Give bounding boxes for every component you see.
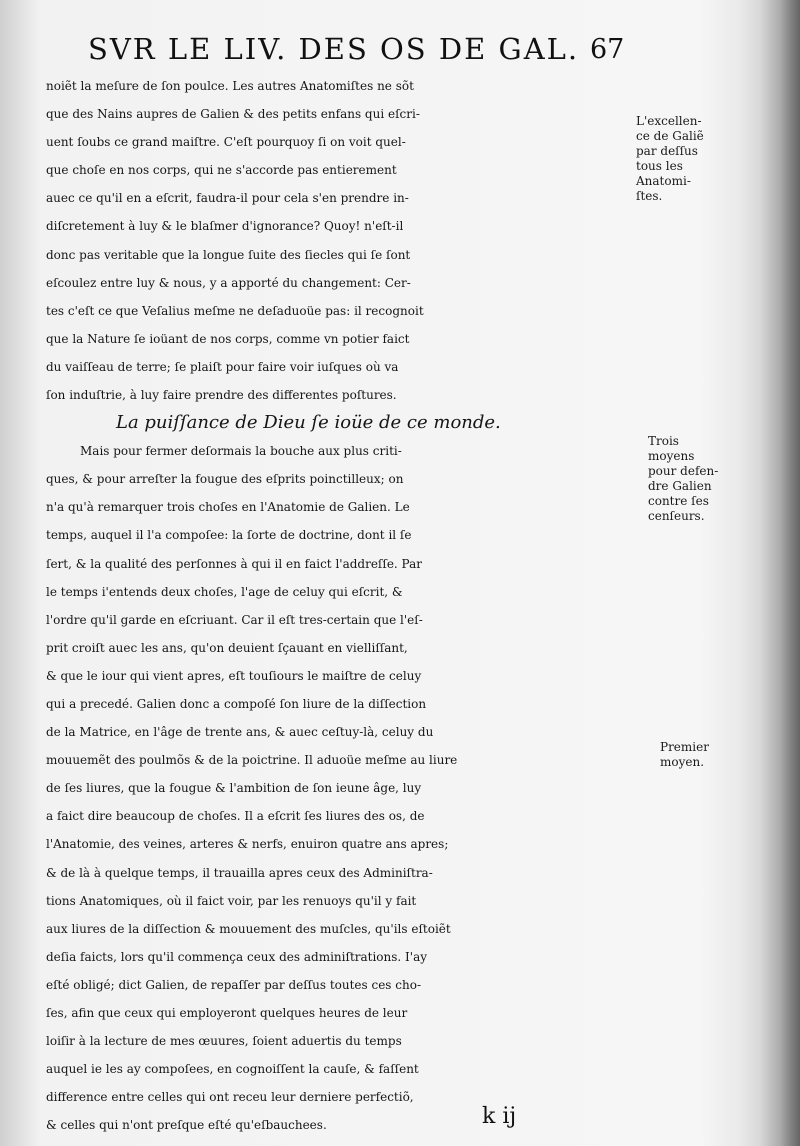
text-line: deſia faicts, lors qu'il commença ceux des adminiſtrations. I'ay (46, 949, 428, 964)
text-line: eſté obligé; dict Galien, de repaſſer par deſſus toutes ces cho- (46, 977, 422, 992)
text-line: aux liures de la diſſection & mouuement des muſcles, qu'ils eſtoiẽt (46, 921, 451, 936)
text-line: Mais pour fermer deſormais la bouche aux plus criti- (80, 444, 402, 459)
margin-note-line: pour defen- (648, 464, 719, 478)
text-line: qui a precedé. Galien donc a compoſé ſon liure de la diſſection (46, 696, 427, 711)
margin-note-first-means (660, 740, 740, 770)
margin-note-three-means (648, 434, 728, 524)
text-line: tes c'eſt ce que Veſalius meſme ne deſaduoüe pas: il recognoit (46, 303, 424, 318)
text-line: de la Matrice, en l'âge de trente ans, & auec ceſtuy-là, celuy du (46, 725, 434, 740)
text-line: auquel ie les ay compoſees, en cognoiſſent la cauſe, & faſſent (46, 1062, 419, 1077)
text-line: ſon induſtrie, à luy faire prendre des differentes poſtures. (46, 388, 397, 403)
page-number: 67 (590, 34, 625, 65)
margin-note-line: tous les (636, 159, 683, 173)
text-line: ques, & pour arreſter la fougue des eſprits poinctilleux; on (46, 472, 404, 487)
text-line: l'Anatomie, des veines, arteres & nerfs, enuiron quatre ans apres; (46, 837, 449, 852)
margin-note-line: contre ſes (648, 494, 709, 508)
text-line: & de là à quelque temps, il trauailla apres ceux des Adminiſtra- (46, 865, 433, 880)
margin-note-line: moyen. (660, 755, 705, 769)
text-line: eſcoulez entre luy & nous, y a apporté du changement: Cer- (46, 275, 411, 290)
text-line: que la Nature ſe ioüant de nos corps, comme vn potier faict (46, 331, 410, 346)
text-line: n'a qu'à remarquer trois choſes en l'Anatomie de Galien. Le (46, 500, 410, 515)
margin-note-line: ſtes. (636, 189, 663, 203)
text-line: ſert, & la qualité des perſonnes à qui il en faict l'addreſſe. Par (46, 556, 422, 571)
text-line: diſcretement à luy & le blaſmer d'ignorance? Quoy! n'eſt-il (46, 219, 404, 234)
margin-note-line: cenſeurs. (648, 509, 705, 523)
margin-note-line: Anatomi- (636, 174, 691, 188)
body-text (46, 72, 646, 1139)
margin-note-line: ce de Galiẽ (636, 129, 704, 143)
text-line: noiẽt la meſure de ſon poulce. Les autres Anatomiſtes ne sõt (46, 79, 414, 93)
text-line: loiſir à la lecture de mes œuures, ſoient aduertis du temps (46, 1034, 402, 1049)
margin-note-excellence (636, 114, 716, 204)
margin-note-line: Trois (648, 434, 679, 448)
text-line: & celles qui n'ont preſque eſté qu'eſbauchees. (46, 1118, 327, 1133)
text-line: de ſes liures, que la fougue & l'ambition de ſon ieune âge, luy (46, 781, 422, 796)
running-head: SVR LE LIV. DES OS DE GAL. (88, 32, 580, 66)
margin-note-line: L'excellen- (636, 114, 702, 128)
text-line: le temps i'entends deux choſes, l'age de celuy qui eſcrit, & (46, 584, 403, 599)
text-line: uent ſoubs ce grand maiſtre. C'eſt pourquoy ſi on voit quel- (46, 135, 406, 150)
text-line: mouuemẽt des poulmõs & de la poictrine. Il aduoüe meſme au liure (46, 753, 458, 768)
section-heading: La puiſſance de Dieu ſe ioüe de ce monde. (116, 412, 501, 434)
text-line: prit croiſt auec les ans, qu'on deuient ſçauant en vielliſſant, (46, 640, 408, 655)
text-line: que des Nains aupres de Galien & des petits enfans qui eſcri- (46, 107, 420, 122)
text-line: tions Anatomiques, où il faict voir, par les renuoys qu'il y fait (46, 893, 417, 908)
text-line: auec ce qu'il en a eſcrit, faudra-il pour cela s'en prendre in- (46, 191, 409, 206)
text-line: que choſe en nos corps, qui ne s'accorde pas entierement (46, 163, 397, 178)
text-line: difference entre celles qui ont receu leur derniere perfectiõ, (46, 1090, 414, 1105)
text-line: donc pas veritable que la longue ſuite des ſiecles qui ſe ſont (46, 247, 411, 262)
text-line: & que le iour qui vient apres, eſt touſiours le maiſtre de celuy (46, 668, 422, 683)
margin-note-line: dre Galien (648, 479, 712, 493)
margin-note-line: Premier (660, 740, 709, 754)
margin-note-line: par deſſus (636, 144, 698, 158)
margin-note-line: moyens (648, 449, 695, 463)
text-line: a faict dire beaucoup de choſes. Il a eſcrit ſes liures des os, de (46, 809, 425, 824)
text-line: du vaiſſeau de terre; ſe plaiſt pour faire voir iuſques où va (46, 359, 399, 374)
text-line: ſes, afin que ceux qui employeront quelques heures de leur (46, 1006, 408, 1020)
text-line: l'ordre qu'il garde en eſcriuant. Car il eſt tres-certain que l'eſ- (46, 612, 423, 627)
facing-page-shadow (740, 0, 800, 1146)
text-line: temps, auquel il l'a compoſee: la ſorte de doctrine, dont il ſe (46, 528, 412, 543)
signature-mark: k ij (482, 1104, 517, 1129)
